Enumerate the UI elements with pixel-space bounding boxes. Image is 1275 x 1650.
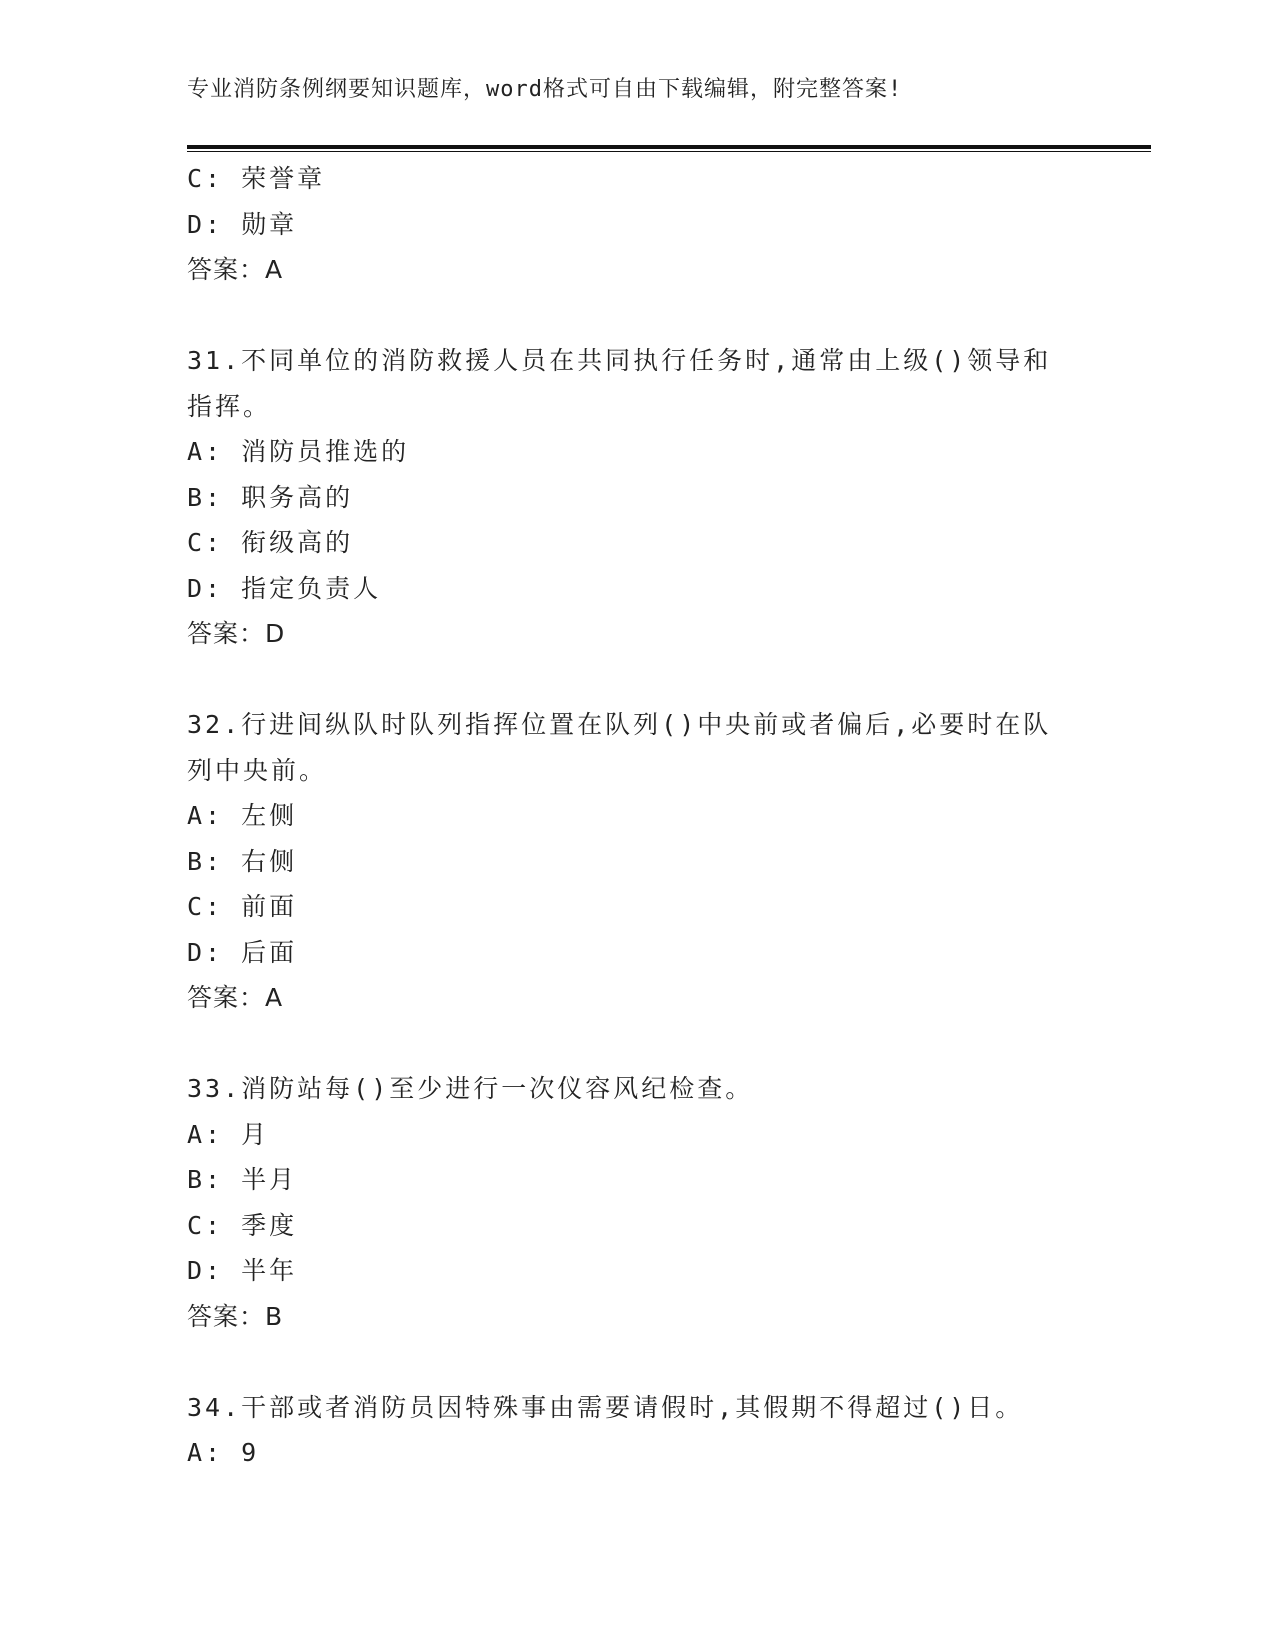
option-item: D: 半年 xyxy=(187,1256,298,1285)
document-header: 专业消防条例纲要知识题库，word格式可自由下载编辑，附完整答案! xyxy=(187,77,903,102)
question-stem: 33.消防站每()至少进行一次仪容风纪检查。 xyxy=(187,1074,754,1103)
answer-line: 答案：A xyxy=(187,255,284,284)
option-item: D: 指定负责人 xyxy=(187,573,382,603)
option-item: A: 9 xyxy=(187,1438,260,1467)
option-item: A: 月 xyxy=(187,1119,270,1149)
option-item: C: 荣誉章 xyxy=(187,164,326,193)
answer-line: 答案：A xyxy=(187,983,284,1012)
header-rule-thin xyxy=(187,151,1151,152)
question-stem: 32.行进间纵队时队列指挥位置在队列()中央前或者偏后,必要时在队列中央前。 xyxy=(187,710,1052,785)
option-item: A: 消防员推选的 xyxy=(187,437,410,466)
option-item: A: 左侧 xyxy=(187,801,298,830)
answer-line: 答案：B xyxy=(187,1301,284,1331)
header-rule-thick xyxy=(187,145,1151,149)
option-item: D: 后面 xyxy=(187,937,298,967)
question-stem: 31.不同单位的消防救援人员在共同执行任务时,通常由上级()领导和指挥。 xyxy=(187,346,1052,421)
option-item: C: 衔级高的 xyxy=(187,528,354,557)
option-item: C: 季度 xyxy=(187,1210,298,1240)
document-body xyxy=(187,156,1067,1476)
question-stem: 34.干部或者消防员因特殊事由需要请假时,其假期不得超过()日。 xyxy=(187,1392,1024,1422)
answer-line: 答案：D xyxy=(187,619,286,648)
option-item: C: 前面 xyxy=(187,892,298,921)
option-item: B: 右侧 xyxy=(187,846,298,876)
option-item: B: 职务高的 xyxy=(187,482,354,512)
option-item: D: 勋章 xyxy=(187,209,298,239)
option-item: B: 半月 xyxy=(187,1165,298,1194)
